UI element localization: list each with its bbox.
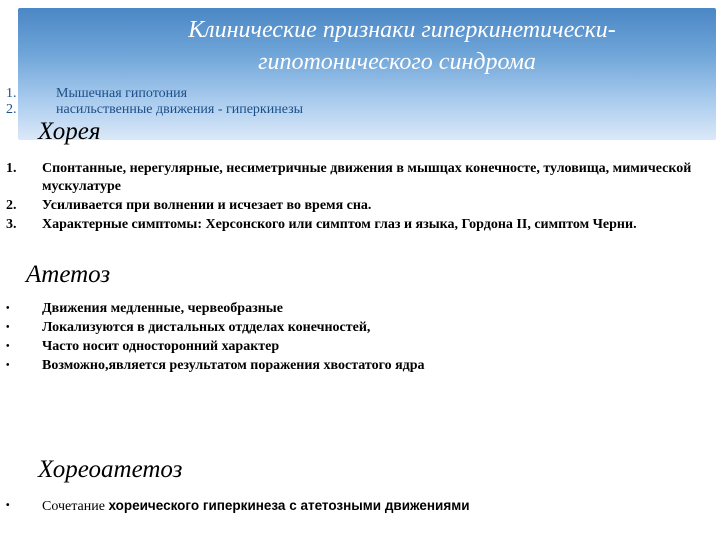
choreoathetosis-list bbox=[0, 497, 710, 517]
bullet-icon: • bbox=[6, 360, 10, 371]
item-number: 2. bbox=[6, 198, 17, 213]
item-text: насильственные движения - гиперкинезы bbox=[56, 102, 304, 117]
title-line-2: гипотонического синдрома bbox=[258, 49, 536, 75]
bullet-icon: • bbox=[6, 500, 10, 511]
item-text: Характерные симптомы: Херсонского или симптом глаз и языка, Гордона II, симптом Черни. bbox=[42, 217, 637, 232]
chorea-heading: Хорея bbox=[38, 118, 101, 145]
list-item bbox=[0, 319, 710, 337]
item-text: Часто носит односторонний характер bbox=[42, 339, 280, 354]
list-item bbox=[0, 160, 710, 196]
list-item bbox=[0, 497, 710, 516]
item-text: Возможно,является результатом поражения хвостатого ядра bbox=[42, 358, 425, 373]
item-text: Спонтанные, нерегулярные, несиметричные движения в мышцах конечносте, туловища, мимической мускулатуре bbox=[42, 161, 692, 194]
choreoathetosis-heading: Хореоатетоз bbox=[38, 456, 183, 483]
item-number: 2. bbox=[6, 102, 17, 117]
list-item bbox=[0, 300, 710, 318]
item-text: Движения медленные, червеобразные bbox=[42, 301, 283, 316]
list-item bbox=[0, 357, 710, 375]
list-item bbox=[0, 86, 700, 102]
bullet-icon: • bbox=[6, 322, 10, 333]
item-text: Усиливается при волнении и исчезает во время сна. bbox=[42, 198, 372, 213]
bullet-icon: • bbox=[6, 341, 10, 352]
list-item bbox=[0, 216, 710, 234]
list-item bbox=[0, 102, 700, 118]
item-number: 1. bbox=[6, 161, 17, 176]
title-line-1: Клинические признаки гиперкинетически- bbox=[188, 17, 616, 43]
slide-title bbox=[18, 14, 716, 78]
item-number: 1. bbox=[6, 86, 17, 101]
item-text: Мышечная гипотония bbox=[56, 86, 188, 101]
list-item bbox=[0, 197, 710, 215]
bullet-icon: • bbox=[6, 303, 10, 314]
syndrome-signs-list bbox=[0, 86, 700, 118]
chorea-list bbox=[0, 160, 710, 235]
item-text: Локализуются в дистальных отдделах конечностей, bbox=[42, 320, 371, 335]
item-text: хореического гиперкинеза с атетозными движениями bbox=[108, 498, 470, 513]
athetosis-list bbox=[0, 300, 710, 376]
list-item bbox=[0, 338, 710, 356]
item-number: 3. bbox=[6, 217, 17, 232]
athetosis-heading: Атетоз bbox=[26, 261, 111, 288]
item-lead-text: Сочетание bbox=[42, 499, 109, 514]
